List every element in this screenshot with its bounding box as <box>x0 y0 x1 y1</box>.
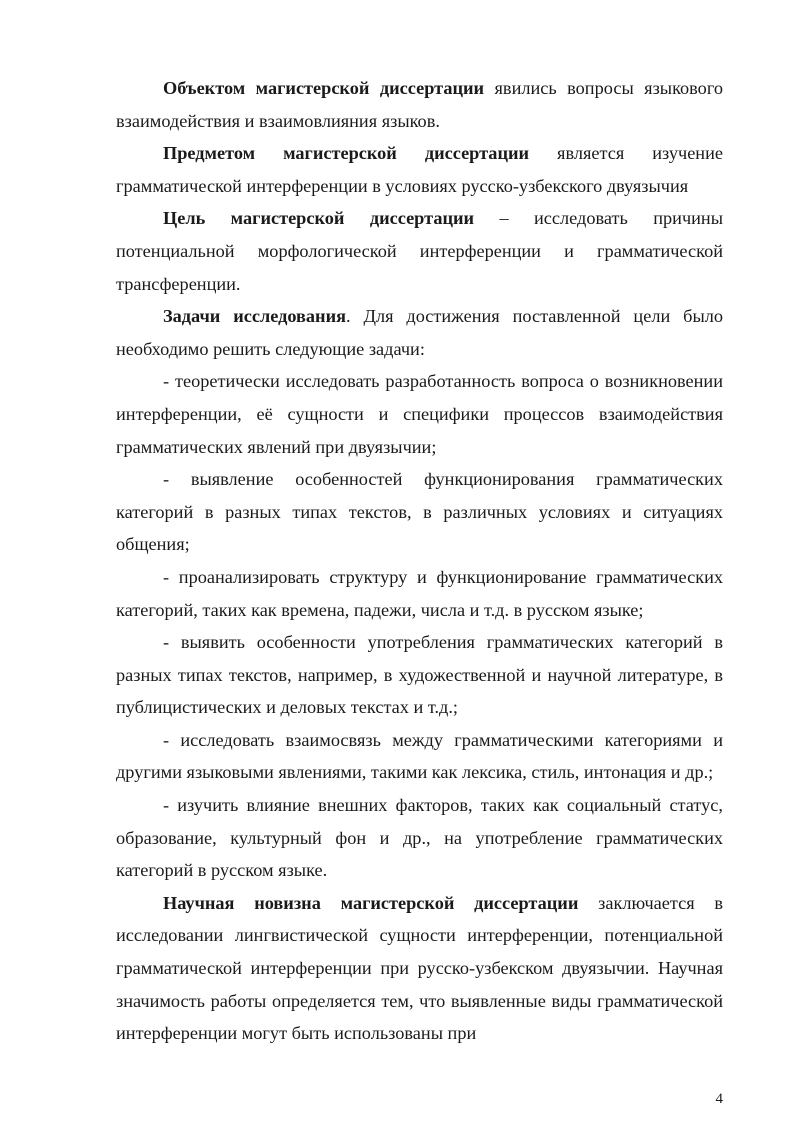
paragraph-subject-text: является изучение грамматической интерференции в условиях русско-узбекского двуязычия <box>116 143 723 196</box>
paragraph-subject-heading: Предметом магистерской диссертации <box>163 143 530 164</box>
paragraph-tasks-heading: Задачи исследования <box>163 306 346 327</box>
paragraph-subject <box>116 137 723 202</box>
paragraph-novelty-heading: Научная новизна магистерской диссертации <box>163 892 579 913</box>
task-item-5: - исследовать взаимосвязь между грамматическими категориями и другими языковыми явлениями, такими как лексика, стиль, интонация и др.; <box>116 729 723 783</box>
task-item-4: - выявить особенности употребления грамматических категорий в разных типах текстов, например, в художественной и научной литературе, в публицистических и деловых текстах и т.д.; <box>116 632 723 718</box>
task-item-1: - теоретически исследовать разработанность вопроса о возникновении интерференции, её сущности и специфики процессов взаимодействия грамматических явлений при двуязычии; <box>116 371 723 457</box>
paragraph-tasks-text: . Для достижения поставленной цели было необходимо решить следующие задачи: <box>116 306 723 359</box>
paragraph-goal-heading: Цель магистерской диссертации <box>163 208 475 229</box>
task-item-2: - выявление особенностей функционирования грамматических категорий в разных типах текстов, в различных условиях и ситуациях общения; <box>116 469 723 555</box>
document-body <box>116 72 723 1050</box>
paragraph-object-heading: Объектом магистерской диссертации <box>163 78 485 98</box>
task-item-6: - изучить влияние внешних факторов, таких как социальный статус, образование, культурный фон и др., на употребление грамматических категорий в русском языке. <box>116 795 723 881</box>
paragraph-novelty-text: заключается в исследовании лингвистической сущности интерференции, потенциальной грамматической интерференции при русско-узбекском двуязычии. Научная значимость работы определяется тем, что выявленные виды грамматической интерференции могут быть использованы при <box>116 892 723 1044</box>
paragraph-object <box>116 72 723 137</box>
paragraph-tasks-intro <box>116 300 723 365</box>
paragraph-goal <box>116 202 723 300</box>
paragraph-goal-text: – исследовать причины потенциальной морфологической интерференции и грамматической трансференции. <box>116 208 723 294</box>
task-item-3: - проанализировать структуру и функционирование грамматических категорий, таких как времена, падежи, числа и т.д. в русском языке; <box>116 566 723 620</box>
page-number: 4 <box>715 1091 723 1107</box>
paragraph-novelty <box>116 887 723 1050</box>
paragraph-object-text: явились вопросы языкового взаимодействия и взаимовлияния языков. <box>116 78 724 131</box>
